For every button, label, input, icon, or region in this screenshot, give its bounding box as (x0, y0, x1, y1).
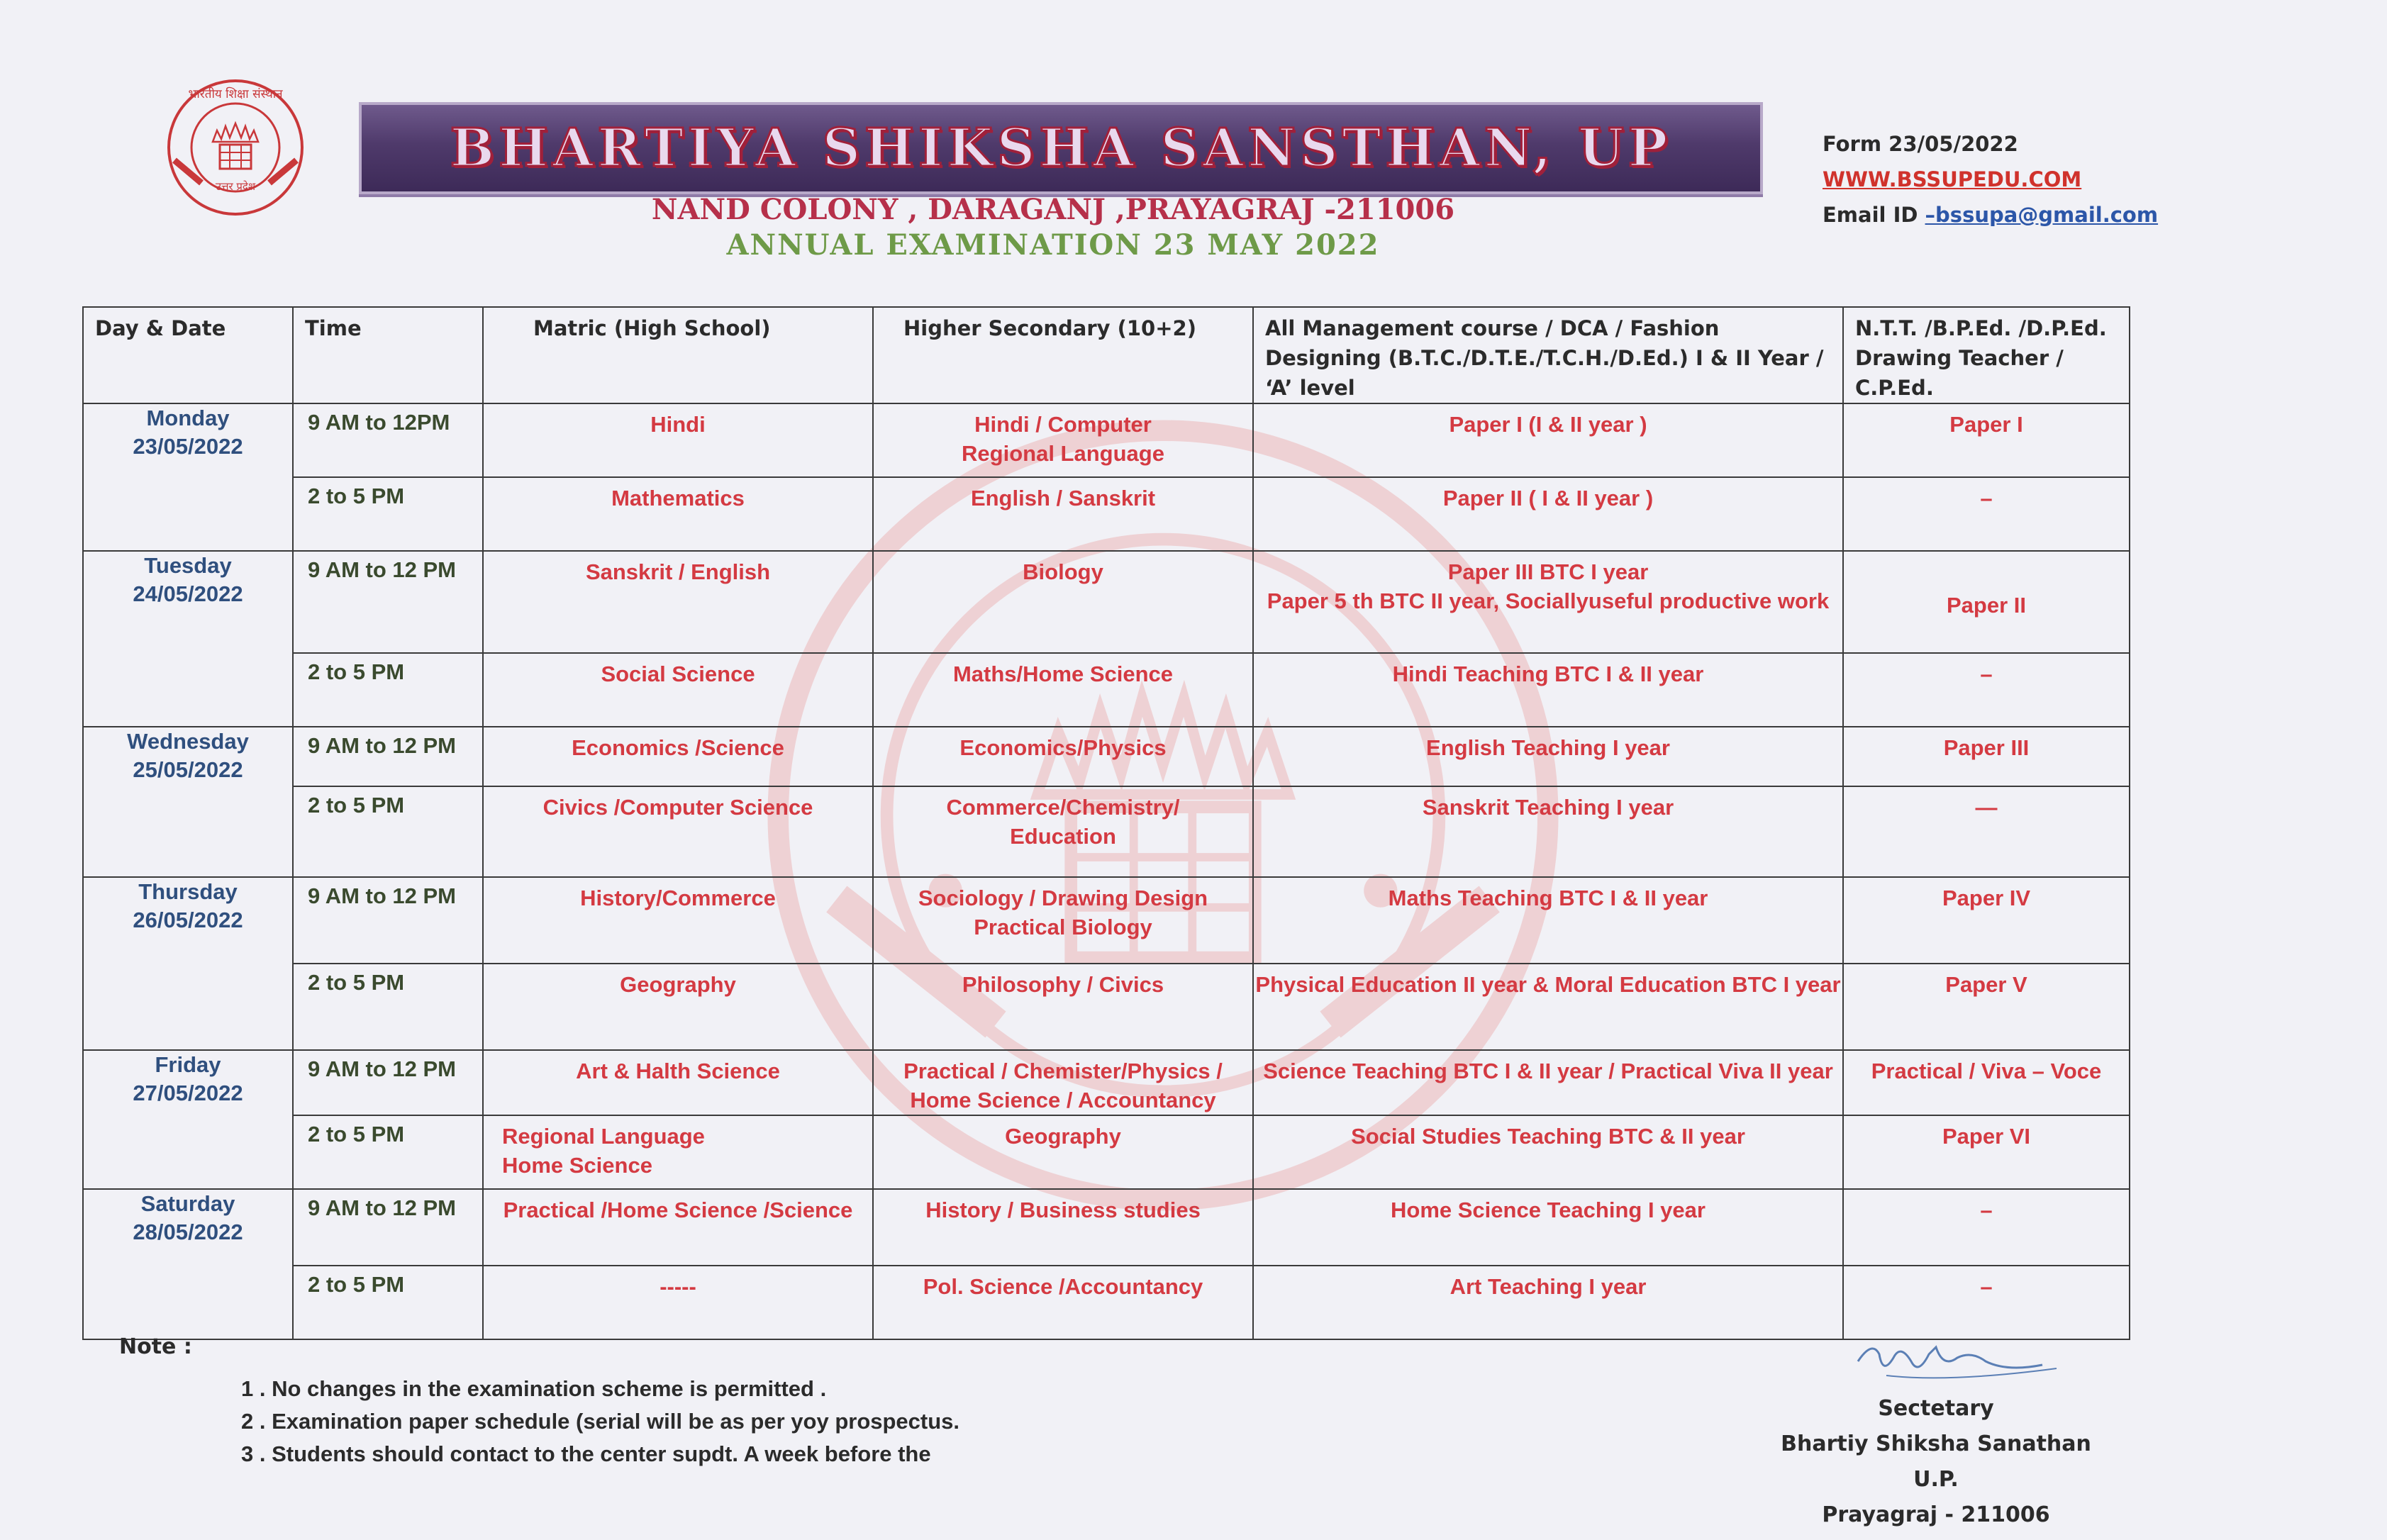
ntt-subject: – (1843, 1189, 2130, 1266)
table-header-row (83, 307, 2130, 403)
time-cell: 9 AM to 12PM (293, 403, 483, 477)
header-day-date: Day & Date (83, 307, 293, 403)
time-cell: 2 to 5 PM (293, 964, 483, 1050)
table-row (83, 653, 2130, 727)
higher-subject: Economics/Physics (873, 727, 1253, 786)
matric-subject: Regional Language Home Science (483, 1115, 873, 1189)
note-heading: Note : (119, 1334, 192, 1359)
higher-subject: Philosophy / Civics (873, 964, 1253, 1050)
higher-subject: Biology (873, 551, 1253, 653)
matric-subject: Practical /Home Science /Science (483, 1189, 873, 1266)
matric-subject: Geography (483, 964, 873, 1050)
higher-subject: Pol. Science /Accountancy (873, 1266, 1253, 1339)
ntt-subject: — (1843, 786, 2130, 877)
signatory-block (1773, 1391, 2099, 1533)
note-item: 1 . No changes in the examination scheme is permitted . (241, 1376, 827, 1401)
exam-schedule-table (82, 306, 2130, 1340)
higher-subject: Maths/Home Science (873, 653, 1253, 727)
institute-name: BHARTIYA SHIKSHA SANSTHAN, UP (450, 118, 1672, 179)
management-subject: Home Science Teaching I year (1253, 1189, 1843, 1266)
day-name: Thursday (138, 879, 238, 904)
time-cell: 9 AM to 12 PM (293, 727, 483, 786)
website-link[interactable]: WWW.BSSUPEDU.COM (1823, 167, 2082, 191)
institute-banner (359, 102, 1763, 194)
day-date: 23/05/2022 (133, 434, 243, 459)
signatory-org: Bhartiy Shiksha Sanathan U.P. (1781, 1432, 2091, 1492)
table-row (83, 786, 2130, 877)
ntt-subject: Paper V (1843, 964, 2130, 1050)
seal-bottom-text: उत्तर प्रदेश (215, 180, 256, 193)
higher-subject: History / Business studies (873, 1189, 1253, 1266)
table-row (83, 1266, 2130, 1339)
signature-icon (1844, 1333, 2071, 1397)
table-row (83, 877, 2130, 964)
day-cell (83, 1189, 293, 1339)
time-cell: 9 AM to 12 PM (293, 551, 483, 653)
ntt-subject: Paper II (1843, 551, 2130, 653)
email-line (1823, 203, 2158, 227)
day-date: 28/05/2022 (133, 1220, 243, 1244)
day-date: 24/05/2022 (133, 581, 243, 606)
management-subject: Social Studies Teaching BTC & II year (1253, 1115, 1843, 1189)
table-row (83, 551, 2130, 653)
time-cell: 2 to 5 PM (293, 1266, 483, 1339)
ntt-subject: Paper I (1843, 403, 2130, 477)
matric-subject: ----- (483, 1266, 873, 1339)
higher-subject: Hindi / Computer Regional Language (873, 403, 1253, 477)
management-subject: Physical Education II year & Moral Education BTC I year (1253, 964, 1843, 1050)
matric-subject: History/Commerce (483, 877, 873, 964)
table-row (83, 1115, 2130, 1189)
day-cell (83, 877, 293, 1050)
email-label: Email ID (1823, 203, 1925, 227)
matric-subject: Social Science (483, 653, 873, 727)
form-date: Form 23/05/2022 (1823, 132, 2018, 156)
matric-subject: Art & Halth Science (483, 1050, 873, 1115)
ntt-subject: Paper III (1843, 727, 2130, 786)
ntt-subject: Practical / Viva – Voce (1843, 1050, 2130, 1115)
header-time: Time (293, 307, 483, 403)
email-link[interactable]: –bssupa@gmail.com (1925, 203, 2159, 227)
table-row (83, 477, 2130, 551)
management-subject: Paper I (I & II year ) (1253, 403, 1843, 477)
signatory-place: Prayagraj - 211006 (1822, 1502, 2050, 1527)
time-cell: 2 to 5 PM (293, 1115, 483, 1189)
signatory-title: Sectetary (1878, 1396, 1994, 1421)
day-name: Friday (155, 1052, 221, 1077)
management-subject: Maths Teaching BTC I & II year (1253, 877, 1843, 964)
time-cell: 9 AM to 12 PM (293, 1189, 483, 1266)
day-cell (83, 727, 293, 877)
higher-subject: Practical / Chemister/Physics / Home Science / Accountancy (873, 1050, 1253, 1115)
day-date: 25/05/2022 (133, 757, 243, 782)
institute-address: NAND COLONY , DARAGANJ ,PRAYAGRAJ -211006 (651, 193, 1455, 226)
ntt-subject: – (1843, 653, 2130, 727)
management-subject: Art Teaching I year (1253, 1266, 1843, 1339)
management-subject: Science Teaching BTC I & II year / Practical Viva II year (1253, 1050, 1843, 1115)
header-management: All Management course / DCA / Fashion Designing (B.T.C./D.T.E./T.C.H./D.Ed.) I & II Year / ‘A’ level (1253, 307, 1843, 403)
time-cell: 2 to 5 PM (293, 786, 483, 877)
time-cell: 9 AM to 12 PM (293, 1050, 483, 1115)
higher-subject: Sociology / Drawing Design Practical Biology (873, 877, 1253, 964)
table-row (83, 403, 2130, 477)
matric-subject: Civics /Computer Science (483, 786, 873, 877)
matric-subject: Sanskrit / English (483, 551, 873, 653)
header-matric: Matric (High School) (483, 307, 873, 403)
day-date: 27/05/2022 (133, 1081, 243, 1105)
notes-list (241, 1373, 959, 1471)
header-ntt: N.T.T. /B.P.Ed. /D.P.Ed. Drawing Teacher / C.P.Ed. (1843, 307, 2130, 403)
matric-subject: Mathematics (483, 477, 873, 551)
time-cell: 2 to 5 PM (293, 653, 483, 727)
matric-subject: Hindi (483, 403, 873, 477)
note-item: 2 . Examination paper schedule (serial will be as per yoy prospectus. (241, 1409, 960, 1434)
table-row (83, 727, 2130, 786)
matric-subject: Economics /Science (483, 727, 873, 786)
day-name: Saturday (140, 1191, 235, 1216)
management-subject: Paper II ( I & II year ) (1253, 477, 1843, 551)
day-name: Tuesday (144, 553, 232, 578)
day-name: Wednesday (127, 729, 249, 754)
ntt-subject: Paper VI (1843, 1115, 2130, 1189)
day-cell (83, 403, 293, 551)
management-subject: Hindi Teaching BTC I & II year (1253, 653, 1843, 727)
higher-subject: Geography (873, 1115, 1253, 1189)
higher-subject: English / Sanskrit (873, 477, 1253, 551)
institute-seal-logo (165, 77, 306, 218)
table-row (83, 1189, 2130, 1266)
day-name: Monday (146, 406, 230, 430)
seal-top-text: भारतीय शिक्षा संस्थान (188, 87, 283, 101)
exam-title: ANNUAL EXAMINATION 23 MAY 2022 (726, 228, 1380, 262)
note-item: 3 . Students should contact to the center supdt. A week before the (241, 1441, 931, 1466)
management-subject: English Teaching I year (1253, 727, 1843, 786)
header-higher-secondary: Higher Secondary (10+2) (873, 307, 1253, 403)
day-cell (83, 551, 293, 727)
ntt-subject: – (1843, 477, 2130, 551)
time-cell: 9 AM to 12 PM (293, 877, 483, 964)
day-cell (83, 1050, 293, 1189)
day-date: 26/05/2022 (133, 908, 243, 932)
ntt-subject: – (1843, 1266, 2130, 1339)
table-row (83, 1050, 2130, 1115)
higher-subject: Commerce/Chemistry/ Education (873, 786, 1253, 877)
time-cell: 2 to 5 PM (293, 477, 483, 551)
management-subject: Sanskrit Teaching I year (1253, 786, 1843, 877)
management-subject: Paper III BTC I year Paper 5 th BTC II year, Sociallyuseful productive work (1253, 551, 1843, 653)
table-row (83, 964, 2130, 1050)
ntt-subject: Paper IV (1843, 877, 2130, 964)
